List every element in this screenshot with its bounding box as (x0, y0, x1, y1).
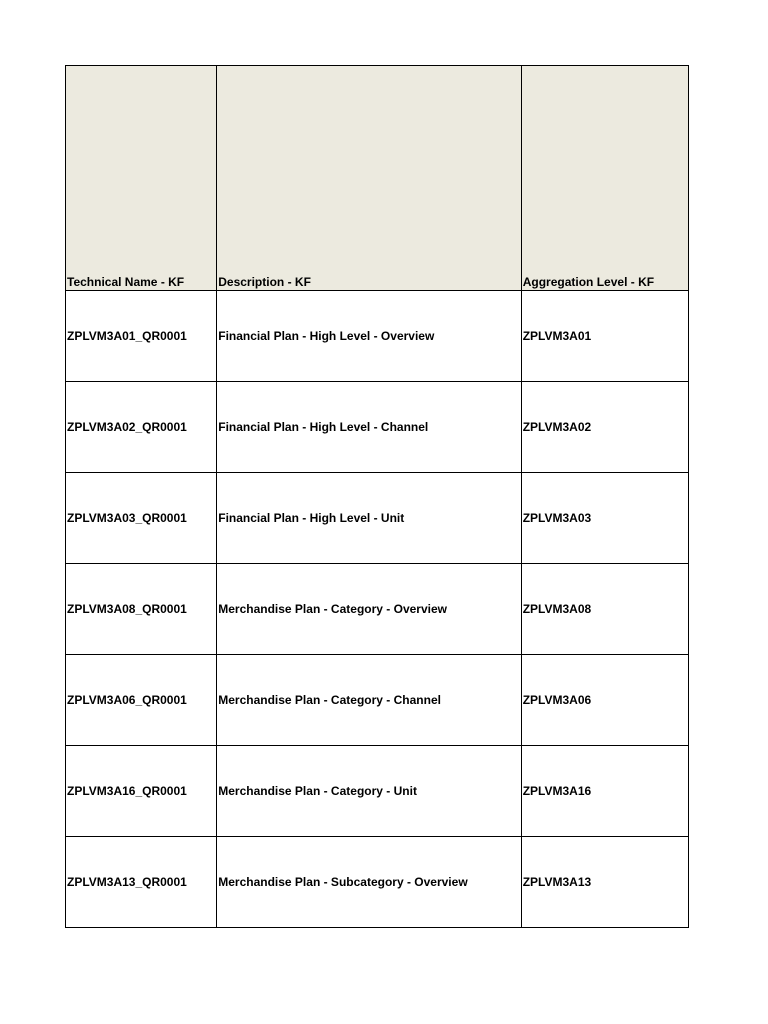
cell-technical-name: ZPLVM3A13_QR0001 (66, 837, 217, 928)
header-row (66, 66, 689, 291)
cell-technical-name: ZPLVM3A03_QR0001 (66, 473, 217, 564)
table-row (66, 382, 689, 473)
table-row (66, 564, 689, 655)
cell-technical-name: ZPLVM3A06_QR0001 (66, 655, 217, 746)
cell-technical-name: ZPLVM3A01_QR0001 (66, 291, 217, 382)
header-aggregation-level: Aggregation Level - KF (521, 66, 688, 291)
cell-aggregation-level: ZPLVM3A03 (521, 473, 688, 564)
cell-technical-name: ZPLVM3A16_QR0001 (66, 746, 217, 837)
cell-aggregation-level: ZPLVM3A08 (521, 564, 688, 655)
cell-description: Financial Plan - High Level - Channel (217, 382, 521, 473)
table-row (66, 655, 689, 746)
cell-description: Financial Plan - High Level - Unit (217, 473, 521, 564)
cell-aggregation-level: ZPLVM3A13 (521, 837, 688, 928)
cell-description: Merchandise Plan - Category - Channel (217, 655, 521, 746)
header-description: Description - KF (217, 66, 521, 291)
header-technical-name: Technical Name - KF (66, 66, 217, 291)
cell-aggregation-level: ZPLVM3A06 (521, 655, 688, 746)
cell-description: Financial Plan - High Level - Overview (217, 291, 521, 382)
cell-description: Merchandise Plan - Subcategory - Overview (217, 837, 521, 928)
table-row (66, 291, 689, 382)
table-row (66, 746, 689, 837)
cell-aggregation-level: ZPLVM3A16 (521, 746, 688, 837)
cell-technical-name: ZPLVM3A02_QR0001 (66, 382, 217, 473)
table-row (66, 837, 689, 928)
key-figures-table (65, 65, 689, 928)
cell-aggregation-level: ZPLVM3A01 (521, 291, 688, 382)
cell-technical-name: ZPLVM3A08_QR0001 (66, 564, 217, 655)
cell-aggregation-level: ZPLVM3A02 (521, 382, 688, 473)
cell-description: Merchandise Plan - Category - Unit (217, 746, 521, 837)
table-row (66, 473, 689, 564)
cell-description: Merchandise Plan - Category - Overview (217, 564, 521, 655)
